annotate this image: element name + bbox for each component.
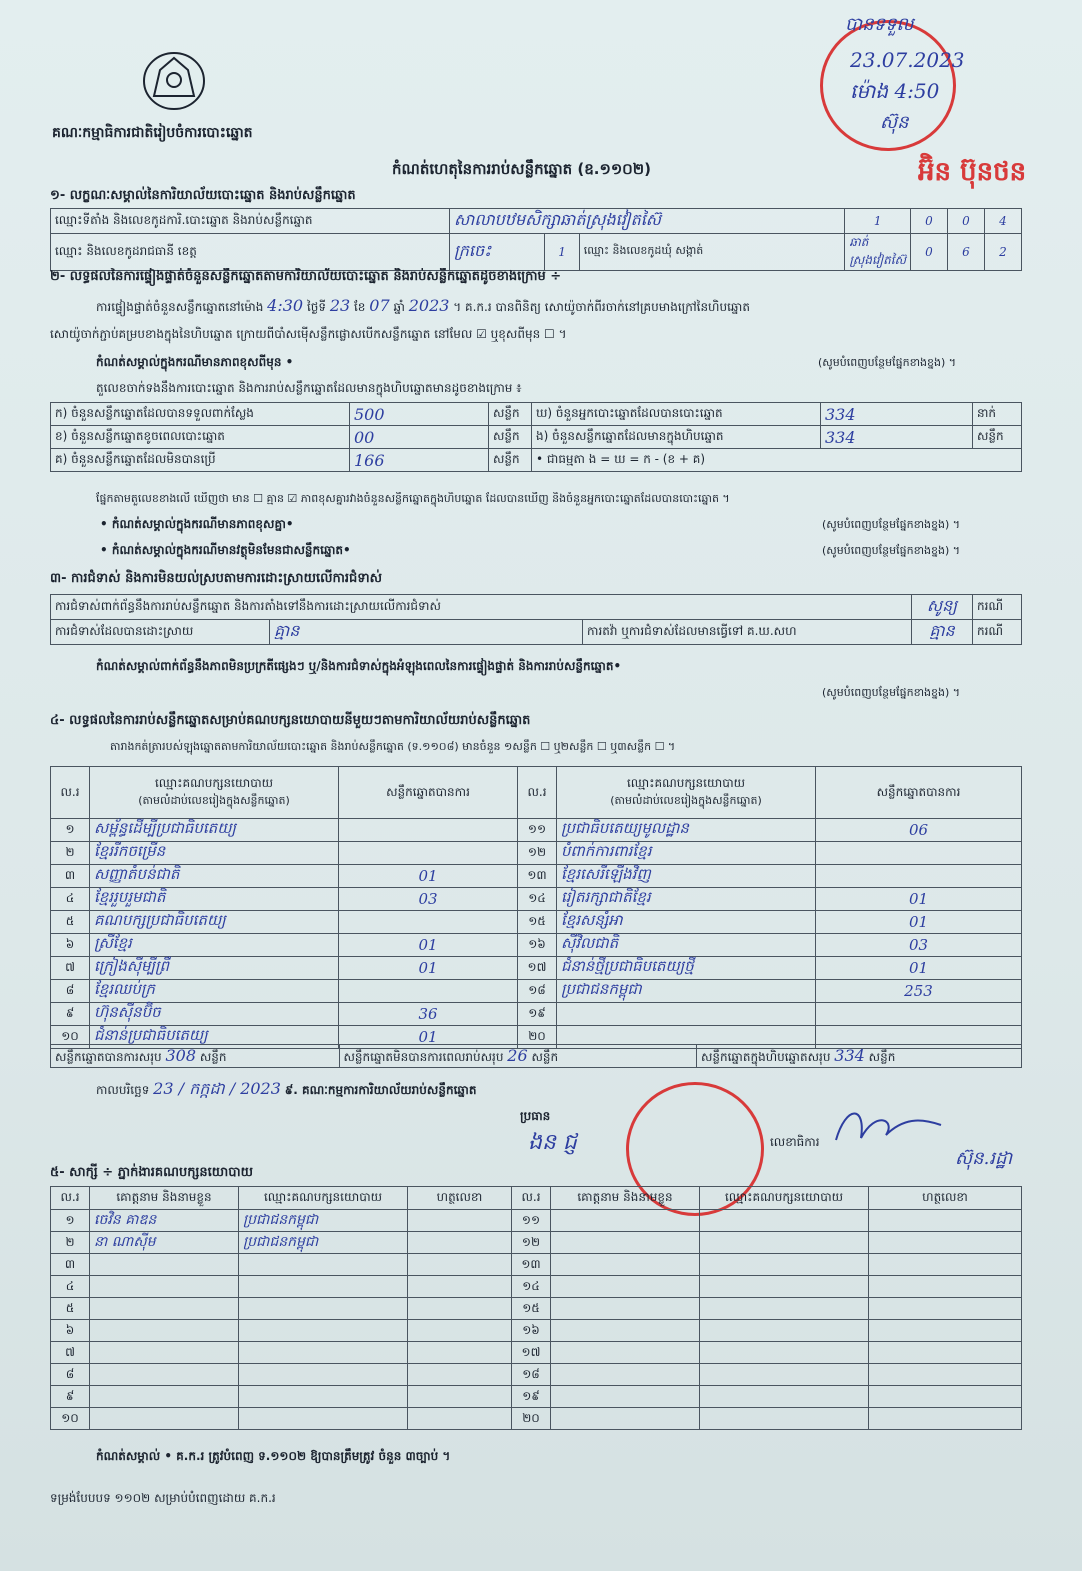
witness-party [700,1408,869,1430]
col-party [90,767,339,819]
witness-party [239,1342,408,1364]
committee-name: គណៈកម្មាធិការជាតិរៀបចំការបោះឆ្នោត [52,125,253,141]
witness-party: ប្រជាជនកម្ពុជា [239,1210,408,1232]
party-name: ស៊ីវិលជាតិ [557,934,816,957]
witness-no: ២០ [512,1408,551,1430]
witness-no: ១៦ [512,1320,551,1342]
received-ballots: 500 [350,403,489,426]
col-no: ល.រ [512,1187,551,1210]
result-row [51,957,1022,980]
note-label: កំណត់សម្គាល់ក្នុងករណីមានភាពខុសពីមុន • [96,355,294,369]
witness-name [90,1320,239,1342]
party-no: ១៩ [518,1003,557,1026]
text: ឈ្មោះគណបក្សនយោបាយ [154,776,274,790]
witness-signature [869,1320,1022,1342]
party-votes [816,842,1022,865]
witness-name [90,1298,239,1320]
witness-signature [869,1386,1022,1408]
witness-signature [408,1364,512,1386]
witness-name [551,1254,700,1276]
section5-heading: ៥- សាក្សី ÷ ភ្នាក់ងារគណបក្សនយោបាយ [50,1165,253,1180]
text: ឈ្មោះគណបក្សនយោបាយ [626,776,746,790]
witness-name [551,1276,700,1298]
witness-no: ១៧ [512,1342,551,1364]
province-value: ក្រចេះ [450,234,545,271]
table-intro: តួលេខចាក់ទងនឹងការបោះឆ្នោត និងការរាប់សន្លឹកឆ្នោតដែលមានក្នុងហិបឆ្នោតមានដូចខាងក្រោម ៖ [96,381,522,395]
section1-table [50,208,1022,271]
col-no: ល.រ [51,1187,90,1210]
party-name: បំពាក់ការពារខ្មែរ [557,842,816,865]
unit: សន្លឹក [199,1049,227,1064]
row-label: ខ) ចំនួនសន្លឹកឆ្នោតខូចពេលបោះឆ្នោត [51,426,350,449]
col-party: ឈ្មោះគណបក្សនយោបាយ [239,1187,408,1210]
text: សន្លឹកឆ្នោតបានការសរុប [55,1049,162,1064]
party-name: រៀតរក្សាជាតិខ្មែរ [557,888,816,911]
witness-no: ៤ [51,1276,90,1298]
witness-party [239,1298,408,1320]
party-votes [816,1003,1022,1026]
commune-value: ឆាត់ស្រុងវៀតស៊ៃ [845,234,911,271]
witness-row [51,1408,1022,1430]
party-name: ហ៊ុនស៊ីនប៊ិច [90,1003,339,1026]
section1-heading: ១- លក្ខណៈសម្គាល់នៃការិយាល័យបោះឆ្នោត និងរាប់សន្លឹកឆ្នោត [50,188,356,203]
witness-row [51,1342,1022,1364]
text: (តាមលំដាប់លេខរៀងក្នុងសន្លឹកឆ្នោត) [610,794,762,807]
party-votes [339,980,518,1003]
witness-signature [408,1342,512,1364]
witness-no: ៣ [51,1254,90,1276]
witness-no: ១០ [51,1408,90,1430]
row-label: គ) ចំនួនសន្លឹកឆ្នោតដែលមិនបានប្រើ [51,449,350,472]
witness-signature [408,1232,512,1254]
witness-party [700,1320,869,1342]
witness-name [90,1364,239,1386]
witness-party [239,1276,408,1298]
witness-signature [408,1386,512,1408]
witness-signature [869,1342,1022,1364]
discrepancy-line: ផ្នែកតាមតួលេខខាងលើ ឃើញថា មាន ☐ គ្មាន ☑ ភាពខុសគ្នារវាងចំនួនសន្លឹកឆ្នោតក្នុងហិបឆ្នោត ដែលបានឃើញ និងចំនួនអ្នកបោះឆ្នោតដែលបានបោះឆ្នោត ។ [96,492,730,505]
witness-row [51,1210,1022,1232]
col-no: ល.រ [51,767,90,819]
party-no: ១៨ [518,980,557,1003]
party-no: ៧ [51,957,90,980]
witness-party [700,1364,869,1386]
footer-note: កំណត់សម្គាល់ • គ.ក.រ ត្រូវបំពេញ ទ.១១០២ ឱ្យបានត្រឹមត្រូវ ចំនួន ៣ច្បាប់ ។ [96,1449,451,1463]
party-votes: 01 [339,865,518,888]
witness-signature [408,1210,512,1232]
witness-signature [869,1210,1022,1232]
witness-no: ១៤ [512,1276,551,1298]
witness-row [51,1232,1022,1254]
hint: (សូមបំពេញបន្ថែមផ្នែកខាងខ្នង) ។ [822,544,961,557]
text: កាលបរិច្ឆេទ [96,1083,150,1097]
party-votes [339,819,518,842]
valid-value: 308 [165,1045,197,1065]
location-value: សាលាបឋមសិក្សាឆាត់ស្រុងវៀតស៊ៃ [450,209,845,234]
complaint-label: ការជំទាស់ពាក់ព័ន្ធនឹងការរាប់សន្លឹកឆ្នោត និងការតាំងទៅនឹងការដោះស្រាយលើការជំទាស់ [51,595,912,620]
unit: សន្លឹក [489,449,532,472]
unit: សន្លឹក [973,426,1022,449]
secretary-name: ស៊ុន.រដ្ឋា [955,1148,1013,1169]
party-no: ១៧ [518,957,557,980]
col-votes: សន្លឹកឆ្នោតបានការ [339,767,518,819]
party-name: ខ្មែរឈប់ក្រ [90,980,339,1003]
check-time: 4:30 [267,296,304,315]
unit: សន្លឹក [489,403,532,426]
col-party: ឈ្មោះគណបក្សនយោបាយ [700,1187,869,1210]
result-row [51,865,1022,888]
party-votes: 01 [339,1026,518,1049]
resolved-label: ការជំទាស់ដែលបានដោះស្រាយ [51,620,270,645]
text: ៩. គណៈកម្មការការិយាល័យរាប់សន្លឹកឆ្នោត [284,1083,477,1097]
result-row [51,819,1022,842]
section4-heading: ៤- លទ្ធផលនៃការរាប់សន្លឹកឆ្នោតសម្រាប់គណបក្សនយោបាយនីមួយៗតាមការិយាល័យរាប់សន្លឹកឆ្នោត [50,713,531,728]
row-label: ក) ចំនួនសន្លឹកឆ្នោតដែលបានទទួលពាក់ស្លែង [51,403,350,426]
witness-row [51,1276,1022,1298]
witness-name [90,1276,239,1298]
witness-name: ចេវិន គាឌន [90,1210,239,1232]
chair-label: ប្រធាន [520,1109,551,1123]
witness-party [700,1276,869,1298]
party-name: ខ្មែររីកចម្រើន [90,842,339,865]
check-year: 2023 [408,296,450,315]
province-code: 1 [545,234,579,271]
result-row [51,888,1022,911]
section2-heading: ២- លទ្ធផលនៃការផ្ទៀងផ្ទាត់ចំនួនសន្លឹកឆ្នោតតាមការិយាល័យបោះឆ្នោត និងរាប់សន្លឹកឆ្នោតដូចខាងក្រោម ÷ [50,269,562,284]
invalid-value: 26 [507,1045,528,1065]
row-label: ឃ) ចំនួនអ្នកបោះឆ្នោតដែលបានបោះឆ្នោត [532,403,821,426]
text: ថ្ងៃទី [306,300,326,314]
witness-signature [869,1408,1022,1430]
check-day: 23 [329,296,351,315]
row-label: ង) ចំនួនសន្លឹកឆ្នោតដែលមានក្នុងហិបឆ្នោត [532,426,821,449]
witness-signature [408,1254,512,1276]
party-votes: 03 [816,934,1022,957]
appeal-label: ការតវ៉ា ឬការជំទាស់ដែលមានធ្វើទៅ គ.ឃ.សហ [583,620,912,645]
code-digit: 0 [911,234,948,271]
party-no: ២០ [518,1026,557,1049]
code-digit: 0 [948,209,985,234]
unit: សន្លឹក [868,1049,896,1064]
party-no: ១២ [518,842,557,865]
witness-signature [869,1364,1022,1386]
party-no: ១៤ [518,888,557,911]
party-name: ប្រជាធិបតេយ្យមូលដ្ឋាន [557,819,816,842]
party-votes [339,911,518,934]
party-no: ១១ [518,819,557,842]
seal-line: សោយ៉ូចាក់ភ្ជាប់គម្របខាងក្នុងនៃហិបឆ្នោត ក្រោយពីបាំសម៉ើសន្លឹកផ្លោសបើកសន្លឹកឆ្នោត នៅមែល ☑ ឬខុសពីមុន ☐ ។ [50,327,567,341]
party-no: ៩ [51,1003,90,1026]
witness-signature [869,1254,1022,1276]
party-votes: 01 [339,934,518,957]
text: ការផ្ទៀងផ្ទាត់ចំនួនសន្លឹកឆ្នោតនៅម៉ោង [96,300,264,314]
party-no: ១៣ [518,865,557,888]
witness-signature [408,1276,512,1298]
code-digit: 6 [948,234,985,271]
witness-name [90,1254,239,1276]
irregularity-note: កំណត់សម្គាល់ពាក់ព័ន្ធនឹងភាពមិនប្រក្រតីផ្សេងៗ ឬ/និងការជំទាស់ក្នុងអំឡុងពេលនៃការផ្ទៀងផ្ទាត់ និងការរាប់សន្លឹកឆ្នោត• [96,659,622,673]
text: ។ គ.ក.រ បានពិនិត្យ សោយ៉ូចាក់ពីរចាក់នៅគ្របមាងក្រៅនៃហិបឆ្នោត [453,300,750,314]
witness-party [700,1386,869,1408]
commune-label: ឈ្មោះ និងលេខកូដឃុំ សង្កាត់ [579,234,845,271]
party-name: ស្រីខ្មែរ [90,934,339,957]
witness-party [700,1342,869,1364]
check-month: 07 [369,296,390,315]
witness-no: ៨ [51,1364,90,1386]
col-no: ល.រ [518,767,557,819]
code-digit: 4 [985,209,1022,234]
party-votes: 01 [339,957,518,980]
invalid-total [339,1045,696,1068]
witness-name [551,1364,700,1386]
witness-name [551,1298,700,1320]
witness-no: ៦ [51,1320,90,1342]
witness-name [551,1320,700,1342]
totals-row [50,1044,1022,1068]
party-no: ១០ [51,1026,90,1049]
party-no: ២ [51,842,90,865]
witness-no: ៧ [51,1342,90,1364]
witness-party [700,1254,869,1276]
party-no: ៨ [51,980,90,1003]
witness-signature [408,1320,512,1342]
witness-party [700,1210,869,1232]
stamp-signature: ស៊ុន [880,112,909,133]
witness-party [700,1298,869,1320]
party-no: ៣ [51,865,90,888]
code-digit: 2 [985,234,1022,271]
witness-no: ១១ [512,1210,551,1232]
witness-row [51,1364,1022,1386]
witness-no: ២ [51,1232,90,1254]
unit: ករណី [973,595,1022,620]
section4-sub: តារាងកត់ត្រារបស់ឡុងឆ្នោតតាមការិយាល័យបោះឆ្នោត និងរាប់សន្លឹកឆ្នោត (ទ.១១០៨) មានចំនួន ១សន្លឹក ☐ ឬ២សន្លឹក ☐ ឬ៣សន្លឹក ☐ ។ [110,740,676,753]
party-votes: 01 [816,888,1022,911]
complaint-value: សូន្យ [912,595,973,620]
witness-no: ៥ [51,1298,90,1320]
witness-name [551,1408,700,1430]
col-name: គោត្តនាម និងនាមខ្លួន [551,1187,700,1210]
witness-party [239,1320,408,1342]
resolved-value: គ្មាន [270,620,583,645]
witness-no: ១២ [512,1232,551,1254]
witness-name [551,1386,700,1408]
party-name: ខ្មែរសន្សំអា [557,911,816,934]
col-name: គោត្តនាម និងនាមខ្លួន [90,1187,239,1210]
form-id: ទម្រង់បែបបទ ១១០២ សម្រាប់បំពេញដោយ គ.ក.រ [50,1491,276,1505]
appeal-value: គ្មាន [912,620,973,645]
witness-no: ១៥ [512,1298,551,1320]
witness-no: ១ [51,1210,90,1232]
hint: (សូមបំពេញបន្ថែមផ្នែកខាងខ្នង) ។ [822,686,961,699]
count-table [50,402,1022,472]
witness-row [51,1320,1022,1342]
stamp-time: ម៉ោង 4:50 [850,79,940,103]
text: សន្លឹកឆ្នោតមិនបានការពេលរាប់សរុប [343,1049,504,1064]
witness-party [239,1386,408,1408]
witness-no: ១៩ [512,1386,551,1408]
box-total [696,1045,1021,1068]
result-row [51,1003,1022,1026]
witness-party [239,1254,408,1276]
party-votes: 01 [816,957,1022,980]
box-ballots: 334 [821,426,973,449]
witness-table [50,1186,1022,1430]
code-digit: 1 [845,209,911,234]
bullet-difference: • កំណត់សម្គាល់ក្នុងករណីមានភាពខុសគ្នា• [100,517,294,531]
unit: នាក់ [973,403,1022,426]
witness-party: ប្រជាជនកម្ពុជា [239,1232,408,1254]
witness-no: ៩ [51,1386,90,1408]
party-votes: 03 [339,888,518,911]
text: ឆ្នាំ [393,300,405,314]
witness-party [700,1232,869,1254]
party-votes [339,842,518,865]
royal-emblem-icon [138,48,210,114]
section3-heading: ៣- ការជំទាស់ និងការមិនយល់ស្របតាមការដោះស្រាយលើការជំទាស់ [50,571,382,586]
bullet-foreign-object: • កំណត់សម្គាល់ក្នុងករណីមានវត្ថុមិនមែនជាសន្លឹកឆ្នោត• [100,543,351,557]
col-signature: ហត្ថលេខា [869,1187,1022,1210]
date-value: 23 / កក្កដា / 2023 [153,1079,281,1098]
check-time-line [96,296,750,317]
witness-row [51,1298,1022,1320]
party-votes: 253 [816,980,1022,1003]
text: ខែ [354,300,366,314]
red-name: អ៊ិន ប៊ុនថន [918,157,1027,187]
valid-total [51,1045,340,1068]
result-row [51,842,1022,865]
unit: ករណី [973,620,1022,645]
spoiled-ballots: 00 [350,426,489,449]
code-digit: 0 [911,209,948,234]
witness-name [90,1342,239,1364]
witness-signature [408,1408,512,1430]
party-votes: 01 [816,911,1022,934]
party-no: ១៥ [518,911,557,934]
party-name: សម្ព័ន្ធដើម្បីប្រជាធិបតេយ្យ [90,819,339,842]
text: សន្លឹកឆ្នោតក្នុងហិបឆ្នោតសរុប [700,1049,831,1064]
witness-name [90,1408,239,1430]
stamp-date: 23.07.2023 [850,48,965,72]
province-label: ឈ្មោះ និងលេខកូដរាជធានី ខេត្ត [51,234,450,271]
total-value: 334 [834,1045,865,1065]
witness-no: ១៨ [512,1364,551,1386]
party-name [557,1003,816,1026]
secretary-signature-icon [826,1100,946,1150]
form-title: កំណត់ហេតុនៃការរាប់សន្លឹកឆ្នោត (ឧ.១១០២) [392,160,652,178]
party-name: ក្រៀងស៊ីម្បីព្រឺ [90,957,339,980]
party-name: គណបក្សប្រជាធិបតេយ្យ [90,911,339,934]
witness-name [551,1342,700,1364]
witness-name [90,1386,239,1408]
unit: សន្លឹក [489,426,532,449]
result-row [51,934,1022,957]
party-no: ៦ [51,934,90,957]
party-no: ១៦ [518,934,557,957]
party-no: ១ [51,819,90,842]
text: (តាមលំដាប់លេខរៀងក្នុងសន្លឹកឆ្នោត) [138,794,290,807]
secretary-label: លេខាធិការ [770,1135,820,1149]
chair-signature: ងន ជ្ញ [528,1130,577,1155]
result-row [51,911,1022,934]
witness-party [239,1364,408,1386]
party-name: ខ្មែរសេរីឡើងវិញ [557,865,816,888]
party-votes: 06 [816,819,1022,842]
date-line [96,1078,476,1102]
witness-name [551,1210,700,1232]
witness-signature [869,1232,1022,1254]
party-name: ខ្មែររួបរួមជាតិ [90,888,339,911]
party-no: ៥ [51,911,90,934]
unused-ballots: 166 [350,449,489,472]
party-name: ជំនាន់ប្រជាធិបតេយ្យ [90,1026,339,1049]
witness-party [239,1408,408,1430]
col-party [557,767,816,819]
party-votes: 36 [339,1003,518,1026]
witness-row [51,1254,1022,1276]
party-name: ប្រជាជនកម្ពុជា [557,980,816,1003]
witness-name: នា ណាស៊ីម [90,1232,239,1254]
col-votes: សន្លឹកឆ្នោតបានការ [816,767,1022,819]
unit: សន្លឹក [531,1049,559,1064]
complaint-table [50,594,1022,645]
col-signature: ហត្ថលេខា [408,1187,512,1210]
party-votes [816,865,1022,888]
party-no: ៤ [51,888,90,911]
witness-no: ១៣ [512,1254,551,1276]
party-name: ជំនាន់ថ្មីប្រជាធិបតេយ្យថ្មី [557,957,816,980]
witness-signature [869,1298,1022,1320]
voters-count: 334 [821,403,973,426]
witness-signature [869,1276,1022,1298]
result-row [51,980,1022,1003]
note-hint: (សូមបំពេញបន្ថែមផ្នែកខាងខ្នង) ។ [818,356,957,369]
location-label: ឈ្មោះទីតាំង និងលេខកូដការិ.បោះឆ្នោត និងរាប់សន្លឹកឆ្នោត [51,209,450,234]
formula: • ជាធម្មតា ង = ឃ = ក - (ខ + គ) [532,449,1022,472]
party-name: សញ្ញាតំបន់ជាតិ [90,865,339,888]
results-table [50,766,1022,1049]
witness-signature [408,1298,512,1320]
stamp-label: បានទទួល [845,14,914,35]
hint: (សូមបំពេញបន្ថែមផ្នែកខាងខ្នង) ។ [822,518,961,531]
witness-row [51,1386,1022,1408]
witness-name [551,1232,700,1254]
